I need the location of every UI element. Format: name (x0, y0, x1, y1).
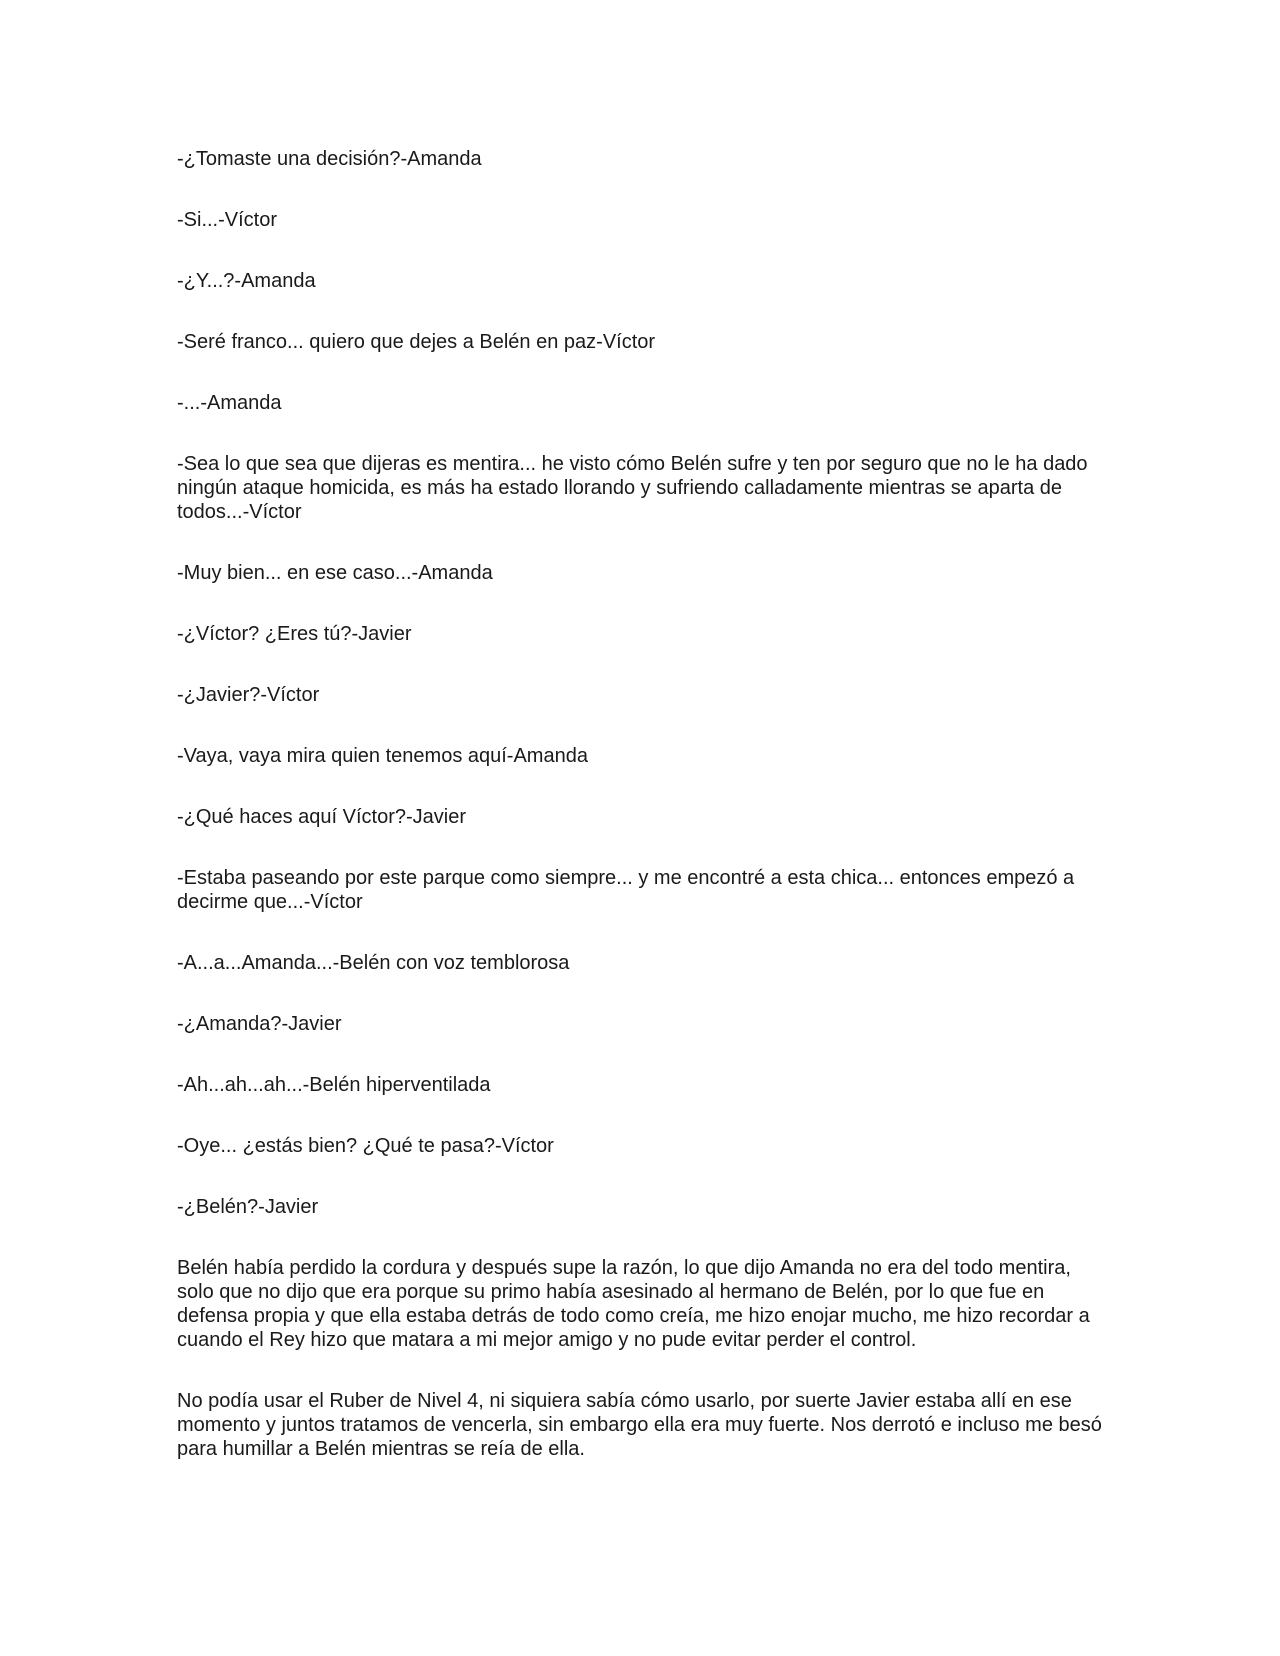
paragraph: -¿Y...?-Amanda (177, 270, 316, 292)
paragraph: -Oye... ¿estás bien? ¿Qué te pasa?-Víctor (177, 1135, 554, 1157)
paragraph: No podía usar el Ruber de Nivel 4, ni siquiera sabía cómo usarlo, por suerte Javier estaba allí en ese momento y juntos tratamos de vencerla, sin embargo ella era muy fuerte. Nos derrotó e incluso me besó para humillar a Belén mientras se reía de ella. (177, 1390, 1102, 1460)
paragraph: -Si...-Víctor (177, 209, 278, 231)
paragraph: -¿Belén?-Javier (177, 1196, 319, 1218)
paragraph: -Sea lo que sea que dijeras es mentira... he visto cómo Belén sufre y ten por seguro que no le ha dado ningún ataque homicida, es más ha estado llorando y sufriendo calladamente mientras se aparta de todos...-Víctor (177, 453, 1088, 523)
paragraph: -Seré franco... quiero que dejes a Belén en paz-Víctor (177, 331, 656, 353)
paragraph: -¿Víctor? ¿Eres tú?-Javier (177, 623, 412, 645)
paragraph: Belén había perdido la cordura y después supe la razón, lo que dijo Amanda no era del todo mentira, solo que no dijo que era porque su primo había asesinado al hermano de Belén, por lo que fue en defensa propia y que ella estaba detrás de todo como creía, me hizo enojar mucho, me hizo recordar a cuando el Rey hizo que matara a mi mejor amigo y no pude evitar perder el control. (177, 1257, 1090, 1351)
paragraph: -Ah...ah...ah...-Belén hiperventilada (177, 1074, 491, 1096)
paragraph: -¿Qué haces aquí Víctor?-Javier (177, 806, 467, 828)
paragraph: -Vaya, vaya mira quien tenemos aquí-Amanda (177, 745, 588, 767)
paragraph: -A...a...Amanda...-Belén con voz temblorosa (177, 952, 570, 974)
paragraph: -Estaba paseando por este parque como siempre... y me encontré a esta chica... entonces empezó a decirme que...-Víctor (177, 867, 1075, 913)
paragraph: -¿Tomaste una decisión?-Amanda (177, 148, 482, 170)
paragraph: -...-Amanda (177, 392, 282, 414)
paragraph: -¿Javier?-Víctor (177, 684, 320, 706)
document-body (177, 147, 1107, 1498)
paragraph: -Muy bien... en ese caso...-Amanda (177, 562, 493, 584)
paragraph: -¿Amanda?-Javier (177, 1013, 342, 1035)
